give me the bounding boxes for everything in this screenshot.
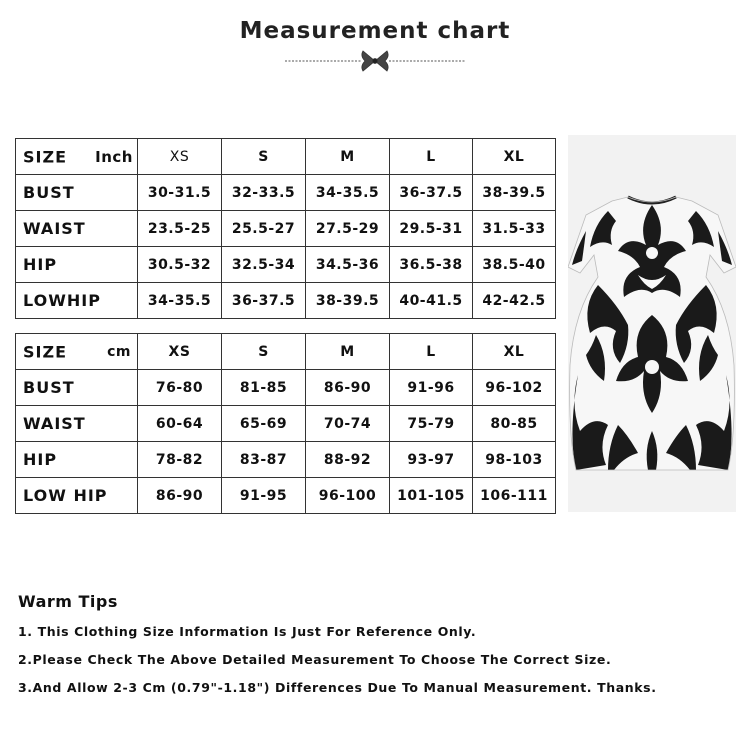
table-cell: 27.5-29 <box>306 211 390 247</box>
tip-item: 1. This Clothing Size Information Is Just For Reference Only. <box>18 624 477 639</box>
table-row <box>16 211 556 247</box>
table-cell: 34-35.5 <box>306 175 390 211</box>
page-title: Measurement chart <box>239 18 511 44</box>
size-header: S <box>222 334 306 370</box>
size-header: M <box>306 334 390 370</box>
row-label: LOW HIP <box>16 478 138 514</box>
size-header: XS <box>138 334 222 370</box>
table-cell: 98-103 <box>473 442 556 478</box>
table-cell: 36-37.5 <box>222 283 306 319</box>
bow-divider <box>285 48 465 74</box>
table-cell: 30-31.5 <box>138 175 222 211</box>
size-chart-inch <box>15 138 556 319</box>
size-header: L <box>390 334 473 370</box>
table-cell: 38-39.5 <box>473 175 556 211</box>
size-header: L <box>390 139 473 175</box>
table-cell: 76-80 <box>138 370 222 406</box>
table-row <box>16 406 556 442</box>
header-row <box>16 334 556 370</box>
size-header: XS <box>138 139 222 175</box>
table-row <box>16 175 556 211</box>
table-cell: 34.5-36 <box>306 247 390 283</box>
row-label: HIP <box>16 247 138 283</box>
table-cell: 88-92 <box>306 442 390 478</box>
table-cell: 93-97 <box>390 442 473 478</box>
table-row <box>16 442 556 478</box>
table-cell: 80-85 <box>473 406 556 442</box>
table-cell: 83-87 <box>222 442 306 478</box>
table-row <box>16 283 556 319</box>
row-label: WAIST <box>16 211 138 247</box>
row-label: WAIST <box>16 406 138 442</box>
table-cell: 31.5-33 <box>473 211 556 247</box>
size-header: XL <box>473 334 556 370</box>
table-cell: 32.5-34 <box>222 247 306 283</box>
table-cell: 25.5-27 <box>222 211 306 247</box>
tip-item: 3.And Allow 2-3 Cm (0.79"-1.18") Differences Due To Manual Measurement. Thanks. <box>18 680 657 695</box>
tip-item: 2.Please Check The Above Detailed Measurement To Choose The Correct Size. <box>18 652 612 667</box>
table-cell: 42-42.5 <box>473 283 556 319</box>
table-cell: 32-33.5 <box>222 175 306 211</box>
table-cell: 81-85 <box>222 370 306 406</box>
table-cell: 86-90 <box>306 370 390 406</box>
size-header: M <box>306 139 390 175</box>
unit-label: Inch <box>95 147 133 166</box>
table-cell: 38.5-40 <box>473 247 556 283</box>
table-cell: 65-69 <box>222 406 306 442</box>
table-cell: 91-95 <box>222 478 306 514</box>
table-cell: 106-111 <box>473 478 556 514</box>
unit-label: cm <box>107 343 131 360</box>
table-cell: 78-82 <box>138 442 222 478</box>
size-unit-cell <box>16 139 138 175</box>
table-cell: 40-41.5 <box>390 283 473 319</box>
table-cell: 30.5-32 <box>138 247 222 283</box>
product-dress-image <box>568 135 736 512</box>
table-cell: 34-35.5 <box>138 283 222 319</box>
table-row <box>16 370 556 406</box>
table-row <box>16 478 556 514</box>
table-cell: 91-96 <box>390 370 473 406</box>
size-label: SIZE <box>23 342 68 361</box>
table-cell: 96-100 <box>306 478 390 514</box>
row-label: LOWHIP <box>16 283 138 319</box>
row-label: BUST <box>16 175 138 211</box>
warm-tips-title: Warm Tips <box>18 592 118 611</box>
size-header: XL <box>473 139 556 175</box>
row-label: BUST <box>16 370 138 406</box>
table-cell: 23.5-25 <box>138 211 222 247</box>
row-label: HIP <box>16 442 138 478</box>
bow-icon <box>362 51 388 71</box>
table-cell: 70-74 <box>306 406 390 442</box>
size-label: SIZE <box>23 147 68 166</box>
size-chart-cm <box>15 333 556 514</box>
table-cell: 86-90 <box>138 478 222 514</box>
header-row <box>16 139 556 175</box>
table-cell: 36-37.5 <box>390 175 473 211</box>
table-cell: 38-39.5 <box>306 283 390 319</box>
table-cell: 36.5-38 <box>390 247 473 283</box>
table-cell: 29.5-31 <box>390 211 473 247</box>
table-cell: 101-105 <box>390 478 473 514</box>
table-cell: 75-79 <box>390 406 473 442</box>
table-cell: 96-102 <box>473 370 556 406</box>
table-cell: 60-64 <box>138 406 222 442</box>
table-row <box>16 247 556 283</box>
size-unit-cell <box>16 334 138 370</box>
size-header: S <box>222 139 306 175</box>
